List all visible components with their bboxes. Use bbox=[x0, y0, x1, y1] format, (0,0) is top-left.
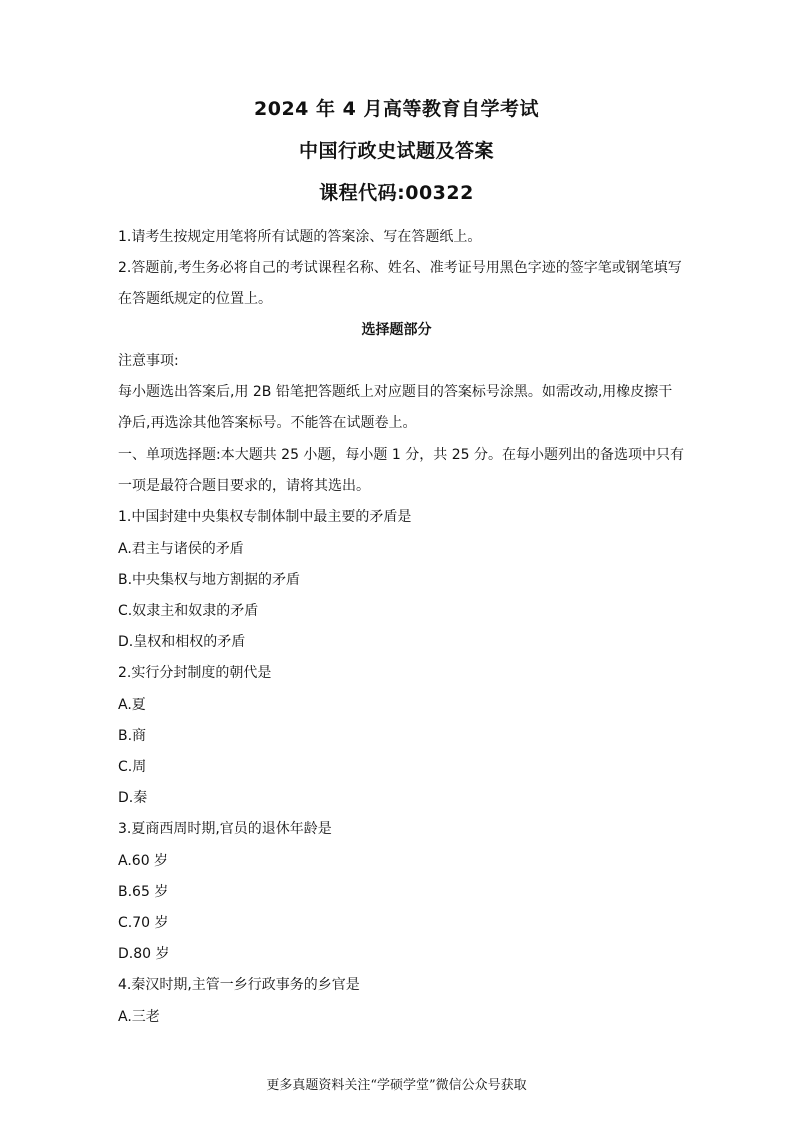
answer-option: B.中央集权与地方割据的矛盾 bbox=[118, 572, 301, 588]
section-heading: 选择题部分 bbox=[361, 322, 432, 338]
attention-line-1: 每小题选出答案后,用 2B 铅笔把答题纸上对应题目的答案标号涂黑。如需改动,用橡皮擦干 bbox=[118, 384, 673, 400]
note-2-line-2: 在答题纸规定的位置上。 bbox=[118, 291, 272, 307]
question-stem: 3.夏商西周时期,官员的退休年龄是 bbox=[118, 821, 332, 837]
answer-option: D.秦 bbox=[118, 790, 148, 806]
answer-option: A.夏 bbox=[118, 697, 146, 713]
attention-label: 注意事项: bbox=[118, 353, 179, 369]
attention-line-2: 净后,再选涂其他答案标号。不能答在试题卷上。 bbox=[118, 415, 417, 431]
answer-option: B.65 岁 bbox=[118, 884, 169, 900]
answer-option: D.皇权和相权的矛盾 bbox=[118, 634, 246, 650]
exam-title: 2024 年 4 月高等教育自学考试 bbox=[254, 98, 539, 120]
question-stem: 2.实行分封制度的朝代是 bbox=[118, 665, 272, 681]
footer-note: 更多真题资料关注“学硕学堂”微信公众号获取 bbox=[266, 1078, 527, 1093]
answer-option: D.80 岁 bbox=[118, 946, 170, 962]
exam-subtitle: 中国行政史试题及答案 bbox=[298, 140, 494, 162]
answer-option: A.君主与诸侯的矛盾 bbox=[118, 541, 244, 557]
question-stem: 4.秦汉时期,主管一乡行政事务的乡官是 bbox=[118, 977, 360, 993]
part-instruction-line-1: 一、单项选择题:本大题共 25 小题，每小题 1 分，共 25 分。在每小题列出的备选项中只有 bbox=[118, 447, 684, 463]
note-2-line-1: 2.答题前,考生务必将自己的考试课程名称、姓名、准考证号用黑色字迹的签字笔或钢笔填写 bbox=[118, 260, 682, 276]
answer-option: A.三老 bbox=[118, 1009, 160, 1025]
part-instruction-line-2: 一项是最符合题目要求的，请将其选出。 bbox=[118, 478, 370, 494]
answer-option: C.奴隶主和奴隶的矛盾 bbox=[118, 603, 259, 619]
note-1: 1.请考生按规定用笔将所有试题的答案涂、写在答题纸上。 bbox=[118, 229, 482, 245]
answer-option: B.商 bbox=[118, 728, 147, 744]
answer-option: C.70 岁 bbox=[118, 915, 169, 931]
question-stem: 1.中国封建中央集权专制体制中最主要的矛盾是 bbox=[118, 509, 412, 525]
answer-option: A.60 岁 bbox=[118, 853, 169, 869]
course-code: 课程代码:00322 bbox=[319, 182, 474, 204]
answer-option: C.周 bbox=[118, 759, 147, 775]
